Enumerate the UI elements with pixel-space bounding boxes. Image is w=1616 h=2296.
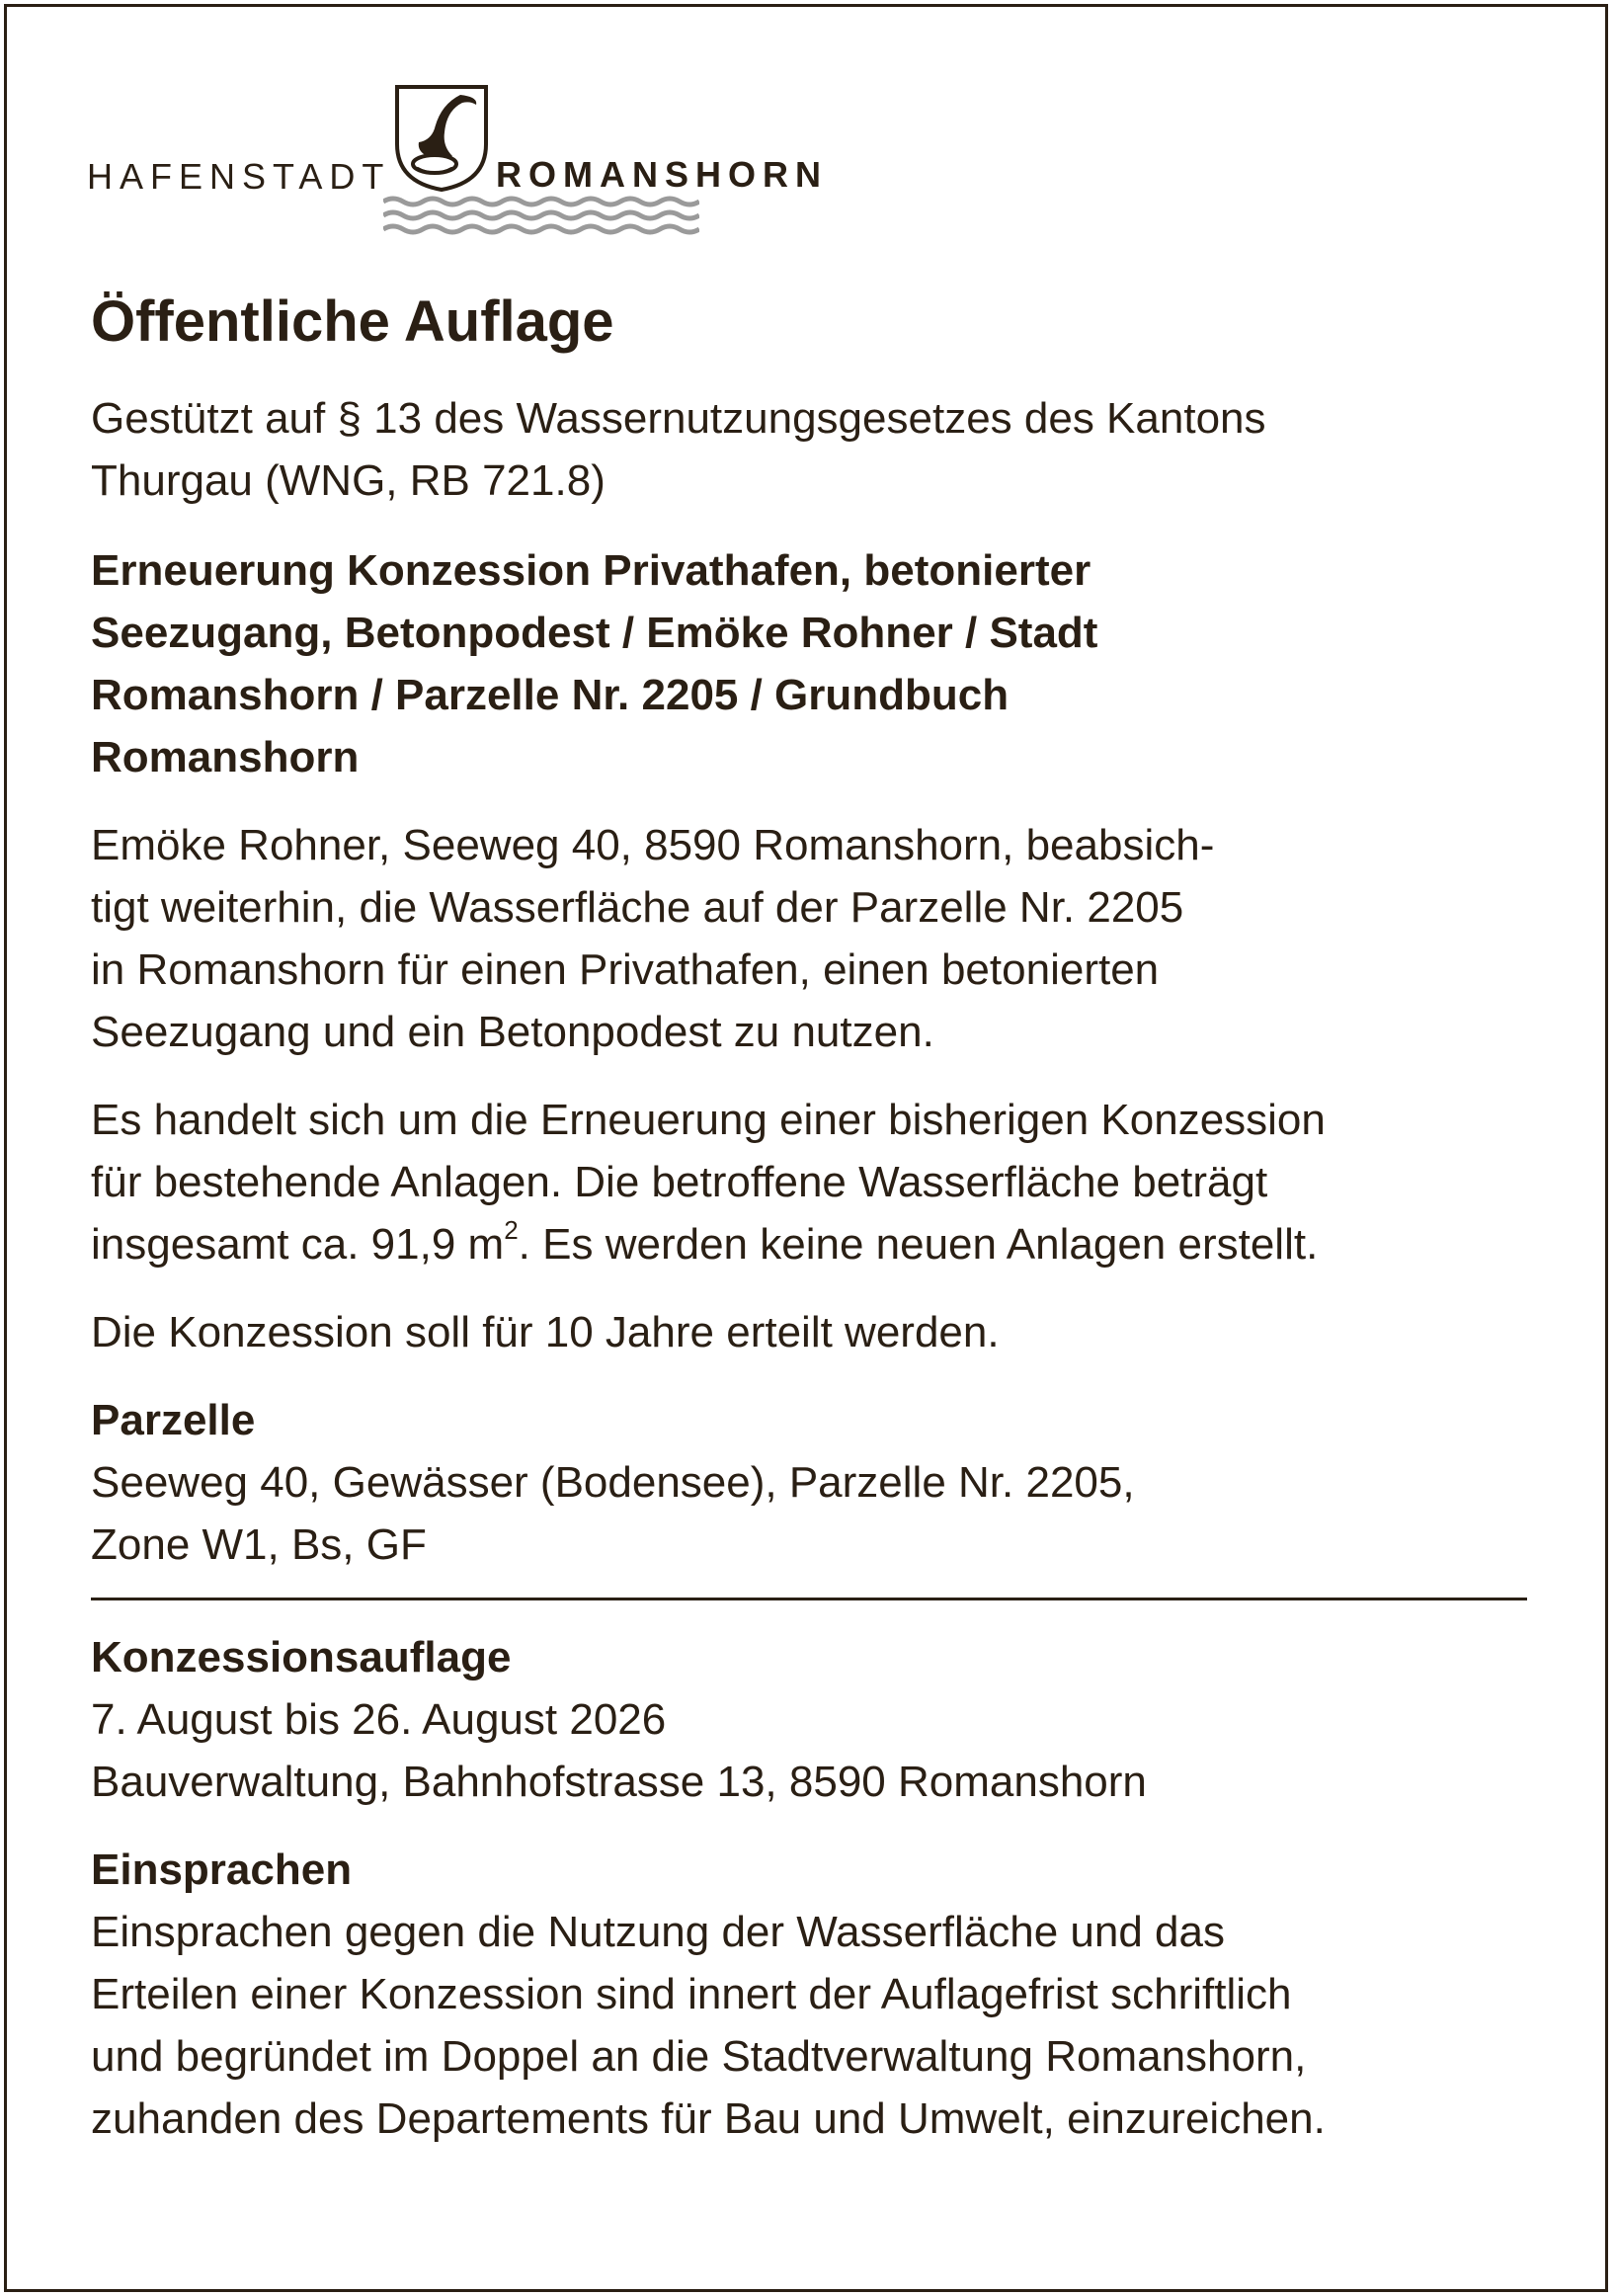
- logo-text-romanshorn: ROMANSHORN: [496, 154, 828, 195]
- romanshorn-crest-icon: [391, 83, 492, 192]
- intro-text: Gestützt auf § 13 des Wassernutzungsgesetzes des Kantons Thurgau (WNG, RB 721.8): [91, 394, 1266, 505]
- paragraph-duration: Die Konzession soll für 10 Jahre erteilt werden.: [91, 1308, 1000, 1356]
- einsprachen-heading: Einsprachen: [91, 1845, 353, 1894]
- auflage-heading: Konzessionsauflage: [91, 1633, 512, 1681]
- logo: [87, 83, 877, 241]
- paragraph-applicant: Emöke Rohner, Seeweg 40, 8590 Romanshorn, beabsich- tigt weiterhin, die Wasserfläche auf der Parzelle Nr. 2205 in Romanshorn für einen Privathafen, einen betonierten Seezugang und ein Betonpodest zu nutzen.: [91, 821, 1215, 1056]
- einsprachen-text: Einsprachen gegen die Nutzung der Wasserfläche und das Erteilen einer Konzession sind innert der Auflagefrist schriftlich und begründet im Doppel an die Stadtverwaltung Romanshorn, zuhanden des Departements für Bau und Umwelt, einzureichen.: [91, 1908, 1326, 2143]
- parzelle-heading: Parzelle: [91, 1396, 256, 1444]
- subject-heading: Erneuerung Konzession Privathafen, betonierter Seezugang, Betonpodest / Emöke Rohner / Stadt Romanshorn / Parzelle Nr. 2205 / Grundbuch Romanshorn: [91, 546, 1098, 781]
- auflage-text: 7. August bis 26. August 2026 Bauverwaltung, Bahnhofstrasse 13, 8590 Romanshorn: [91, 1695, 1147, 1806]
- waves-icon: [383, 194, 699, 237]
- area-line: insgesamt ca. 91,9 $m^2$. Es werden keine neuen Anlagen erstellt.: [91, 1215, 1319, 1269]
- parzelle-text: Seeweg 40, Gewässer (Bodensee), Parzelle Nr. 2205, Zone W1, Bs, GF: [91, 1458, 1135, 1569]
- notice-content: [91, 287, 1533, 2150]
- section-gap: [91, 1813, 1533, 1839]
- page-title: Öffentliche Auflage: [91, 289, 614, 354]
- divider: [91, 1598, 1527, 1600]
- paragraph-renewal: Es handelt sich um die Erneuerung einer bisherigen Konzession für bestehende Anlagen. Die betroffene Wasserfläche beträgt insgesamt ca. 91,9 $m^2$. Es werden keine neuen Anlagen erstellt.: [91, 1089, 1533, 1275]
- logo-text-hafenstadt: HAFENSTADT: [87, 156, 391, 197]
